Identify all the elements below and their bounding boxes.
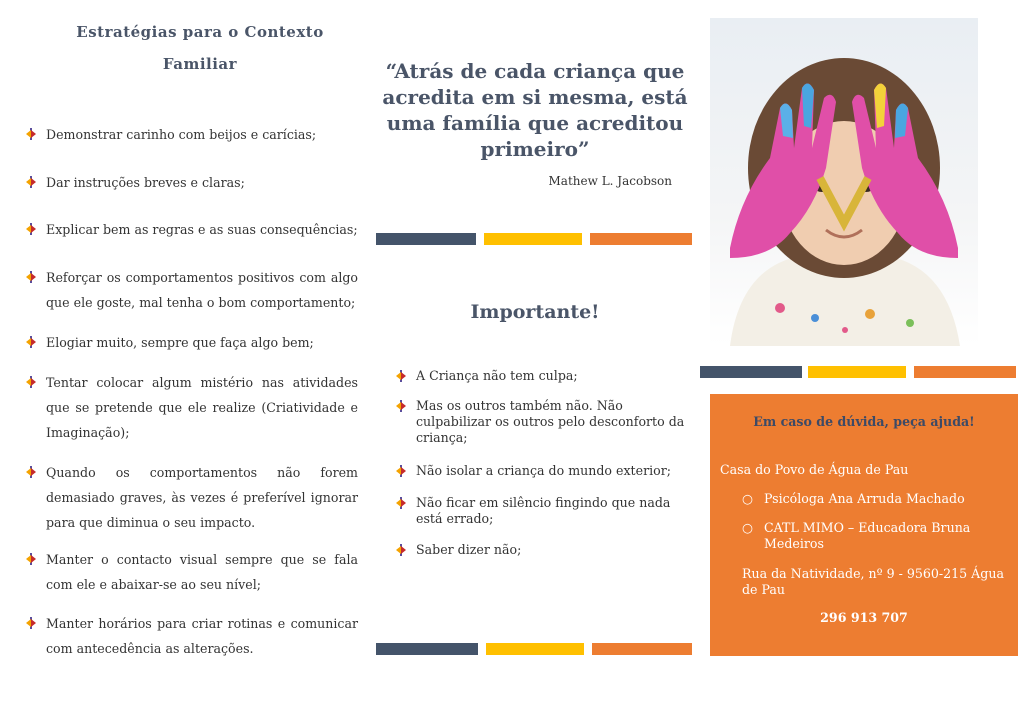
list-item: Manter o contacto visual sempre que se fala com ele e abaixar-se ao seu nível; — [22, 547, 358, 597]
divider-bar-orange — [592, 643, 692, 655]
left-title-line2: Familiar — [162, 55, 238, 73]
phone-number: 296 913 707 — [820, 610, 908, 625]
arrow-bullet-icon — [24, 270, 38, 284]
arrow-bullet-icon — [24, 127, 38, 141]
list-item: Explicar bem as regras e as suas consequências; — [22, 217, 358, 242]
divider-bar-yellow — [484, 233, 582, 245]
list-item: Tentar colocar algum mistério nas atividades que se pretende que ele realize (Criatividade e Imaginação); — [22, 370, 358, 445]
list-item: Demonstrar carinho com beijos e carícias; — [22, 122, 358, 147]
help-contact-box — [710, 394, 1018, 656]
divider-bar-yellow — [808, 366, 906, 378]
arrow-bullet-icon — [394, 543, 408, 557]
child-photo-illustration — [710, 18, 978, 346]
list-item: Quando os comportamentos não forem demasiado graves, às vezes é preferível ignorar para que diminua o seu impacto. — [22, 460, 358, 535]
circle-bullet-icon: ○ — [742, 520, 753, 535]
family-quote: “Atrás de cada criança que acredita em si mesma, está uma família que acreditou primeiro” — [382, 59, 688, 161]
list-item: Saber dizer não; — [392, 542, 692, 558]
right-panel — [700, 0, 1024, 724]
divider-bar-navy — [376, 233, 476, 245]
divider-bar-navy — [376, 643, 478, 655]
arrow-bullet-icon — [394, 496, 408, 510]
divider-bar-yellow — [486, 643, 584, 655]
divider-bar-navy — [700, 366, 802, 378]
arrow-bullet-icon — [24, 375, 38, 389]
help-title: Em caso de dúvida, peça ajuda! — [753, 414, 975, 429]
contact-item: ○ Psicóloga Ana Arruda Machado — [742, 491, 965, 506]
list-item: Mas os outros também não. Não culpabilizar os outros pelo desconforto da criança; — [392, 398, 692, 446]
list-item: Não ficar em silêncio fingindo que nada está errado; — [392, 495, 692, 527]
list-item: Não isolar a criança do mundo exterior; — [392, 463, 692, 479]
list-item: A Criança não tem culpa; — [392, 368, 692, 384]
list-item: Dar instruções breves e claras; — [22, 170, 358, 195]
arrow-bullet-icon — [24, 465, 38, 479]
arrow-bullet-icon — [394, 399, 408, 413]
arrow-bullet-icon — [24, 335, 38, 349]
left-panel — [0, 0, 370, 724]
arrow-bullet-icon — [394, 369, 408, 383]
important-title: Importante! — [470, 301, 600, 323]
contact-item: ○ CATL MIMO – Educadora Bruna Medeiros — [742, 520, 971, 551]
arrow-bullet-icon — [24, 616, 38, 630]
circle-bullet-icon: ○ — [742, 491, 753, 506]
quote-author: Mathew L. Jacobson — [548, 174, 672, 188]
middle-panel — [370, 0, 700, 724]
arrow-bullet-icon — [24, 552, 38, 566]
child-painted-hands-photo — [710, 18, 978, 346]
divider-bar-orange — [590, 233, 692, 245]
arrow-bullet-icon — [24, 175, 38, 189]
organization-name: Casa do Povo de Água de Pau — [720, 462, 909, 477]
left-title-line1: Estratégias para o Contexto — [76, 23, 324, 41]
arrow-bullet-icon — [394, 464, 408, 478]
address: Rua da Natividade, nº 9 - 9560-215 Água de Pau — [742, 566, 1004, 597]
list-item: Reforçar os comportamentos positivos com algo que ele goste, mal tenha o bom comportamento; — [22, 265, 358, 315]
divider-bar-orange — [914, 366, 1016, 378]
list-item: Manter horários para criar rotinas e comunicar com antecedência as alterações. — [22, 611, 358, 661]
list-item: Elogiar muito, sempre que faça algo bem; — [22, 330, 358, 355]
arrow-bullet-icon — [24, 222, 38, 236]
